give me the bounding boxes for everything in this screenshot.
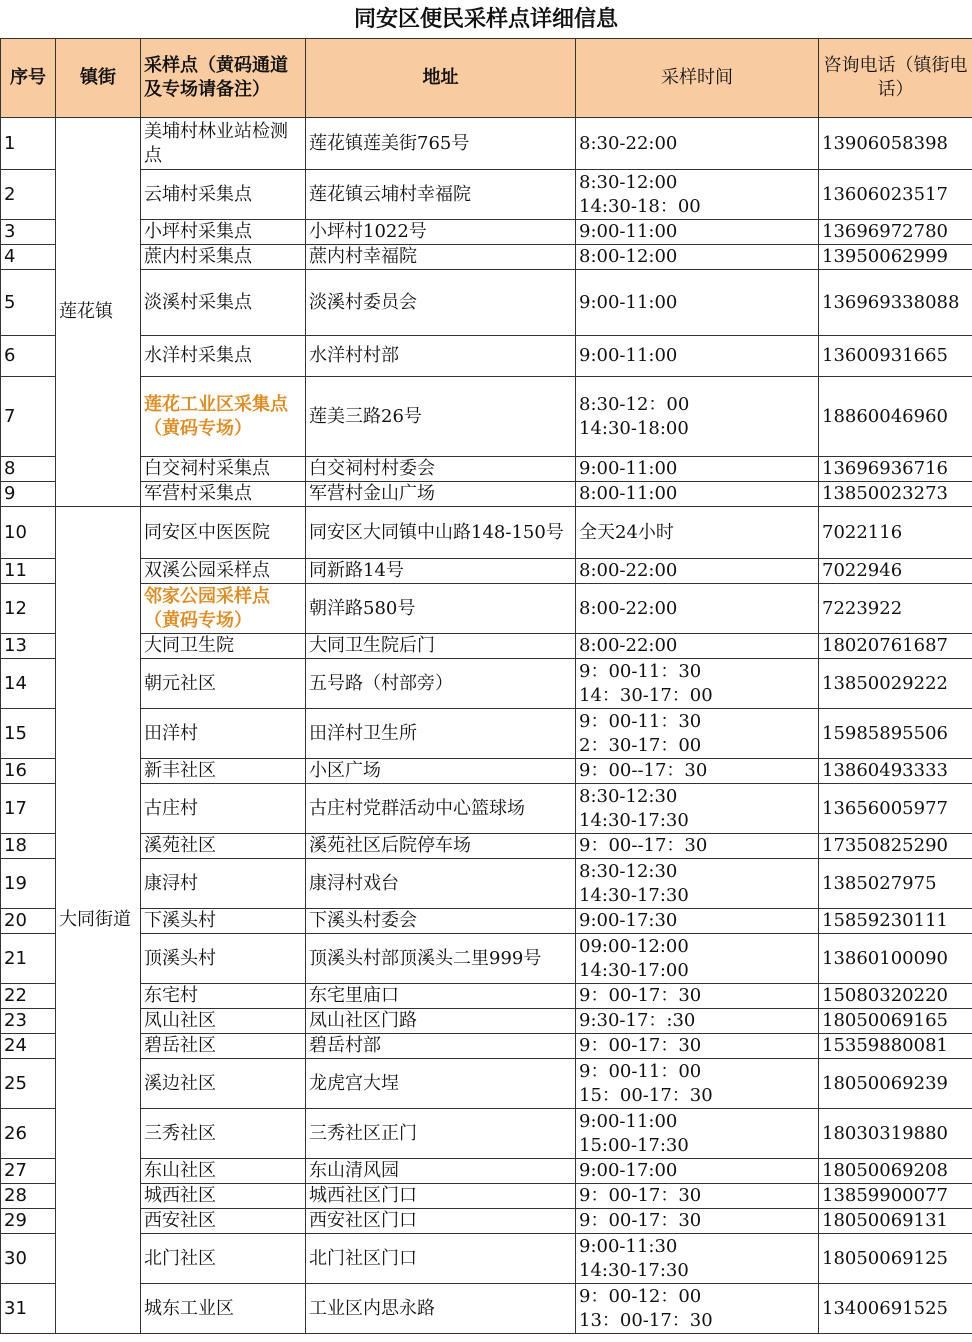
time-cell: 全天24小时: [576, 507, 819, 559]
site-cell: 北门社区: [141, 1234, 306, 1284]
site-cell: 军营村采集点: [141, 482, 306, 507]
table-row: [1, 1034, 972, 1059]
town-cell: 大同街道: [56, 507, 141, 1334]
phone-cell: 13600931665: [819, 336, 972, 377]
seq-cell: 4: [1, 245, 56, 270]
phone-cell: 18050069131: [819, 1209, 972, 1234]
time-cell: 9：00-17：30: [576, 1209, 819, 1234]
address-cell: 龙虎宫大埕: [306, 1059, 576, 1109]
phone-cell: 18050069165: [819, 1009, 972, 1034]
time-cell: 9：00-17：30: [576, 1184, 819, 1209]
table-row: [1, 584, 972, 634]
table-row: [1, 270, 972, 336]
seq-cell: 10: [1, 507, 56, 559]
phone-cell: 13850023273: [819, 482, 972, 507]
time-cell: 8:30-12:30 14:30-17:30: [576, 784, 819, 834]
phone-cell: 136969338088: [819, 270, 972, 336]
address-cell: 康浔村戏台: [306, 859, 576, 909]
table-row: [1, 1209, 972, 1234]
header-site: 采样点（黄码通道及专场请备注）: [141, 39, 306, 118]
phone-cell: 13860493333: [819, 759, 972, 784]
table-row: [1, 1059, 972, 1109]
site-cell: 小坪村采集点: [141, 220, 306, 245]
table-row: [1, 784, 972, 834]
time-cell: 8:30-22:00: [576, 118, 819, 170]
time-cell: 9:00-11:00: [576, 457, 819, 482]
address-cell: 莲美三路26号: [306, 377, 576, 457]
site-cell: 东山社区: [141, 1159, 306, 1184]
table-row: [1, 118, 972, 170]
seq-cell: 6: [1, 336, 56, 377]
site-cell: 云埔村采集点: [141, 170, 306, 220]
header-address: 地址: [306, 39, 576, 118]
phone-cell: 13656005977: [819, 784, 972, 834]
seq-cell: 11: [1, 559, 56, 584]
phone-cell: 17350825290: [819, 834, 972, 859]
table-row: [1, 245, 972, 270]
time-cell: 9:00-17:00: [576, 1159, 819, 1184]
table-row: [1, 1284, 972, 1334]
address-cell: 五号路（村部旁）: [306, 659, 576, 709]
seq-cell: 18: [1, 834, 56, 859]
site-cell: 朝元社区: [141, 659, 306, 709]
address-cell: 碧岳村部: [306, 1034, 576, 1059]
time-cell: 8:00-22:00: [576, 559, 819, 584]
seq-cell: 15: [1, 709, 56, 759]
time-cell: 9:00-11:00 15:00-17:30: [576, 1109, 819, 1159]
phone-cell: 15859230111: [819, 909, 972, 934]
address-cell: 顶溪头村部顶溪头二里999号: [306, 934, 576, 984]
time-cell: 8:30-12：00 14:30-18:00: [576, 377, 819, 457]
phone-cell: 15985895506: [819, 709, 972, 759]
time-cell: 9:00-11:30 14:30-17:30: [576, 1234, 819, 1284]
site-cell: 白交祠村采集点: [141, 457, 306, 482]
time-cell: 8:30-12:30 14:30-17:30: [576, 859, 819, 909]
seq-cell: 29: [1, 1209, 56, 1234]
site-cell: 东宅村: [141, 984, 306, 1009]
address-cell: 朝洋路580号: [306, 584, 576, 634]
table-row: [1, 1109, 972, 1159]
address-cell: 下溪头村委会: [306, 909, 576, 934]
table-row: [1, 559, 972, 584]
table-row: [1, 507, 972, 559]
table-row: [1, 659, 972, 709]
address-cell: 凤山社区门路: [306, 1009, 576, 1034]
site-cell: 同安区中医医院: [141, 507, 306, 559]
phone-cell: 18860046960: [819, 377, 972, 457]
address-cell: 小区广场: [306, 759, 576, 784]
time-cell: 8:30-12:00 14:30-18：00: [576, 170, 819, 220]
table-row: [1, 482, 972, 507]
address-cell: 北门社区门口: [306, 1234, 576, 1284]
address-cell: 莲花镇莲美街765号: [306, 118, 576, 170]
time-cell: 9:30-17：:30: [576, 1009, 819, 1034]
time-cell: 9：00-12：00 13：00-17：30: [576, 1284, 819, 1334]
site-cell: 田洋村: [141, 709, 306, 759]
table-row: [1, 709, 972, 759]
site-cell: 凤山社区: [141, 1009, 306, 1034]
site-cell: 碧岳社区: [141, 1034, 306, 1059]
seq-cell: 9: [1, 482, 56, 507]
address-cell: 溪苑社区后院停车场: [306, 834, 576, 859]
seq-cell: 31: [1, 1284, 56, 1334]
table-row: [1, 170, 972, 220]
time-cell: 9：00-17：30: [576, 984, 819, 1009]
address-cell: 城西社区门口: [306, 1184, 576, 1209]
table-row: [1, 336, 972, 377]
table-row: [1, 634, 972, 659]
table-row: [1, 759, 972, 784]
seq-cell: 28: [1, 1184, 56, 1209]
table-row: [1, 934, 972, 984]
time-cell: 9：00-11：30 2：30-17：00: [576, 709, 819, 759]
address-cell: 莲花镇云埔村幸福院: [306, 170, 576, 220]
seq-cell: 8: [1, 457, 56, 482]
table-row: [1, 859, 972, 909]
time-cell: 8:00-12:00: [576, 245, 819, 270]
seq-cell: 24: [1, 1034, 56, 1059]
seq-cell: 2: [1, 170, 56, 220]
time-cell: 09:00-12:00 14:30-17:00: [576, 934, 819, 984]
table-row: [1, 457, 972, 482]
time-cell: 9:00-11:00: [576, 220, 819, 245]
time-cell: 9:00-17:30: [576, 909, 819, 934]
seq-cell: 3: [1, 220, 56, 245]
site-cell: 溪边社区: [141, 1059, 306, 1109]
phone-cell: 15359880081: [819, 1034, 972, 1059]
seq-cell: 19: [1, 859, 56, 909]
seq-cell: 17: [1, 784, 56, 834]
seq-cell: 7: [1, 377, 56, 457]
site-cell: 双溪公园采样点: [141, 559, 306, 584]
time-cell: 8:00-22:00: [576, 584, 819, 634]
phone-cell: 13696936716: [819, 457, 972, 482]
site-cell: 顶溪头村: [141, 934, 306, 984]
seq-cell: 5: [1, 270, 56, 336]
address-cell: 水洋村村部: [306, 336, 576, 377]
site-cell: 淡溪村采集点: [141, 270, 306, 336]
seq-cell: 20: [1, 909, 56, 934]
site-cell: 蔗内村采集点: [141, 245, 306, 270]
time-cell: 9：00--17：30: [576, 759, 819, 784]
table-row: [1, 220, 972, 245]
address-cell: 小坪村1022号: [306, 220, 576, 245]
site-cell: 邻家公园采样点（黄码专场）: [141, 584, 306, 634]
sampling-sites-table: [0, 38, 972, 1334]
site-cell: 古庄村: [141, 784, 306, 834]
time-cell: 8:00-22:00: [576, 634, 819, 659]
phone-cell: 15080320220: [819, 984, 972, 1009]
seq-cell: 22: [1, 984, 56, 1009]
seq-cell: 12: [1, 584, 56, 634]
seq-cell: 27: [1, 1159, 56, 1184]
phone-cell: 13906058398: [819, 118, 972, 170]
table-row: [1, 1234, 972, 1284]
table-row: [1, 1159, 972, 1184]
site-cell: 西安社区: [141, 1209, 306, 1234]
address-cell: 古庄村党群活动中心篮球场: [306, 784, 576, 834]
address-cell: 淡溪村委员会: [306, 270, 576, 336]
time-cell: 9：00-11：30 14：30-17：00: [576, 659, 819, 709]
seq-cell: 14: [1, 659, 56, 709]
header-town: 镇街: [56, 39, 141, 118]
site-cell: 莲花工业区采集点（黄码专场）: [141, 377, 306, 457]
page-title: 同安区便民采样点详细信息: [353, 6, 618, 32]
seq-cell: 30: [1, 1234, 56, 1284]
time-cell: 8:00-11:00: [576, 482, 819, 507]
header-row: [1, 39, 972, 118]
table-row: [1, 1009, 972, 1034]
phone-cell: 13850029222: [819, 659, 972, 709]
phone-cell: 13606023517: [819, 170, 972, 220]
header-time: 采样时间: [576, 39, 819, 118]
address-cell: 大同卫生院后门: [306, 634, 576, 659]
phone-cell: 7022116: [819, 507, 972, 559]
site-cell: 新丰社区: [141, 759, 306, 784]
phone-cell: 18020761687: [819, 634, 972, 659]
address-cell: 东山清风园: [306, 1159, 576, 1184]
table-body: [1, 118, 972, 1334]
site-cell: 美埔村林业站检测点: [141, 118, 306, 170]
table-row: [1, 984, 972, 1009]
time-cell: 9：00-11：00 15：00-17：30: [576, 1059, 819, 1109]
address-cell: 军营村金山广场: [306, 482, 576, 507]
address-cell: 田洋村卫生所: [306, 709, 576, 759]
phone-cell: 18050069239: [819, 1059, 972, 1109]
phone-cell: 13860100090: [819, 934, 972, 984]
address-cell: 同安区大同镇中山路148-150号: [306, 507, 576, 559]
table-row: [1, 834, 972, 859]
time-cell: 9:00-11:00: [576, 270, 819, 336]
seq-cell: 1: [1, 118, 56, 170]
address-cell: 东宅里庙口: [306, 984, 576, 1009]
site-cell: 城西社区: [141, 1184, 306, 1209]
phone-cell: 18030319880: [819, 1109, 972, 1159]
time-cell: 9:00-11:00: [576, 336, 819, 377]
table-row: [1, 377, 972, 457]
town-cell: 莲花镇: [56, 118, 141, 507]
seq-cell: 26: [1, 1109, 56, 1159]
site-cell: 下溪头村: [141, 909, 306, 934]
phone-cell: 13859900077: [819, 1184, 972, 1209]
address-cell: 工业区内思永路: [306, 1284, 576, 1334]
site-cell: 康浔村: [141, 859, 306, 909]
seq-cell: 16: [1, 759, 56, 784]
site-cell: 大同卫生院: [141, 634, 306, 659]
address-cell: 西安社区门口: [306, 1209, 576, 1234]
table-row: [1, 1184, 972, 1209]
phone-cell: 13950062999: [819, 245, 972, 270]
phone-cell: 18050069125: [819, 1234, 972, 1284]
address-cell: 蔗内村幸福院: [306, 245, 576, 270]
phone-cell: 13696972780: [819, 220, 972, 245]
table-row: [1, 909, 972, 934]
header-seq: 序号: [1, 39, 56, 118]
address-cell: 三秀社区正门: [306, 1109, 576, 1159]
site-cell: 溪苑社区: [141, 834, 306, 859]
phone-cell: 7022946: [819, 559, 972, 584]
time-cell: 9：00--17：30: [576, 834, 819, 859]
header-phone: 咨询电话（镇街电话）: [819, 39, 972, 118]
seq-cell: 21: [1, 934, 56, 984]
seq-cell: 23: [1, 1009, 56, 1034]
site-cell: 城东工业区: [141, 1284, 306, 1334]
phone-cell: 1385027975: [819, 859, 972, 909]
site-cell: 三秀社区: [141, 1109, 306, 1159]
time-cell: 9：00-17：30: [576, 1034, 819, 1059]
seq-cell: 25: [1, 1059, 56, 1109]
phone-cell: 13400691525: [819, 1284, 972, 1334]
site-cell: 水洋村采集点: [141, 336, 306, 377]
phone-cell: 18050069208: [819, 1159, 972, 1184]
address-cell: 白交祠村村委会: [306, 457, 576, 482]
seq-cell: 13: [1, 634, 56, 659]
address-cell: 同新路14号: [306, 559, 576, 584]
phone-cell: 7223922: [819, 584, 972, 634]
